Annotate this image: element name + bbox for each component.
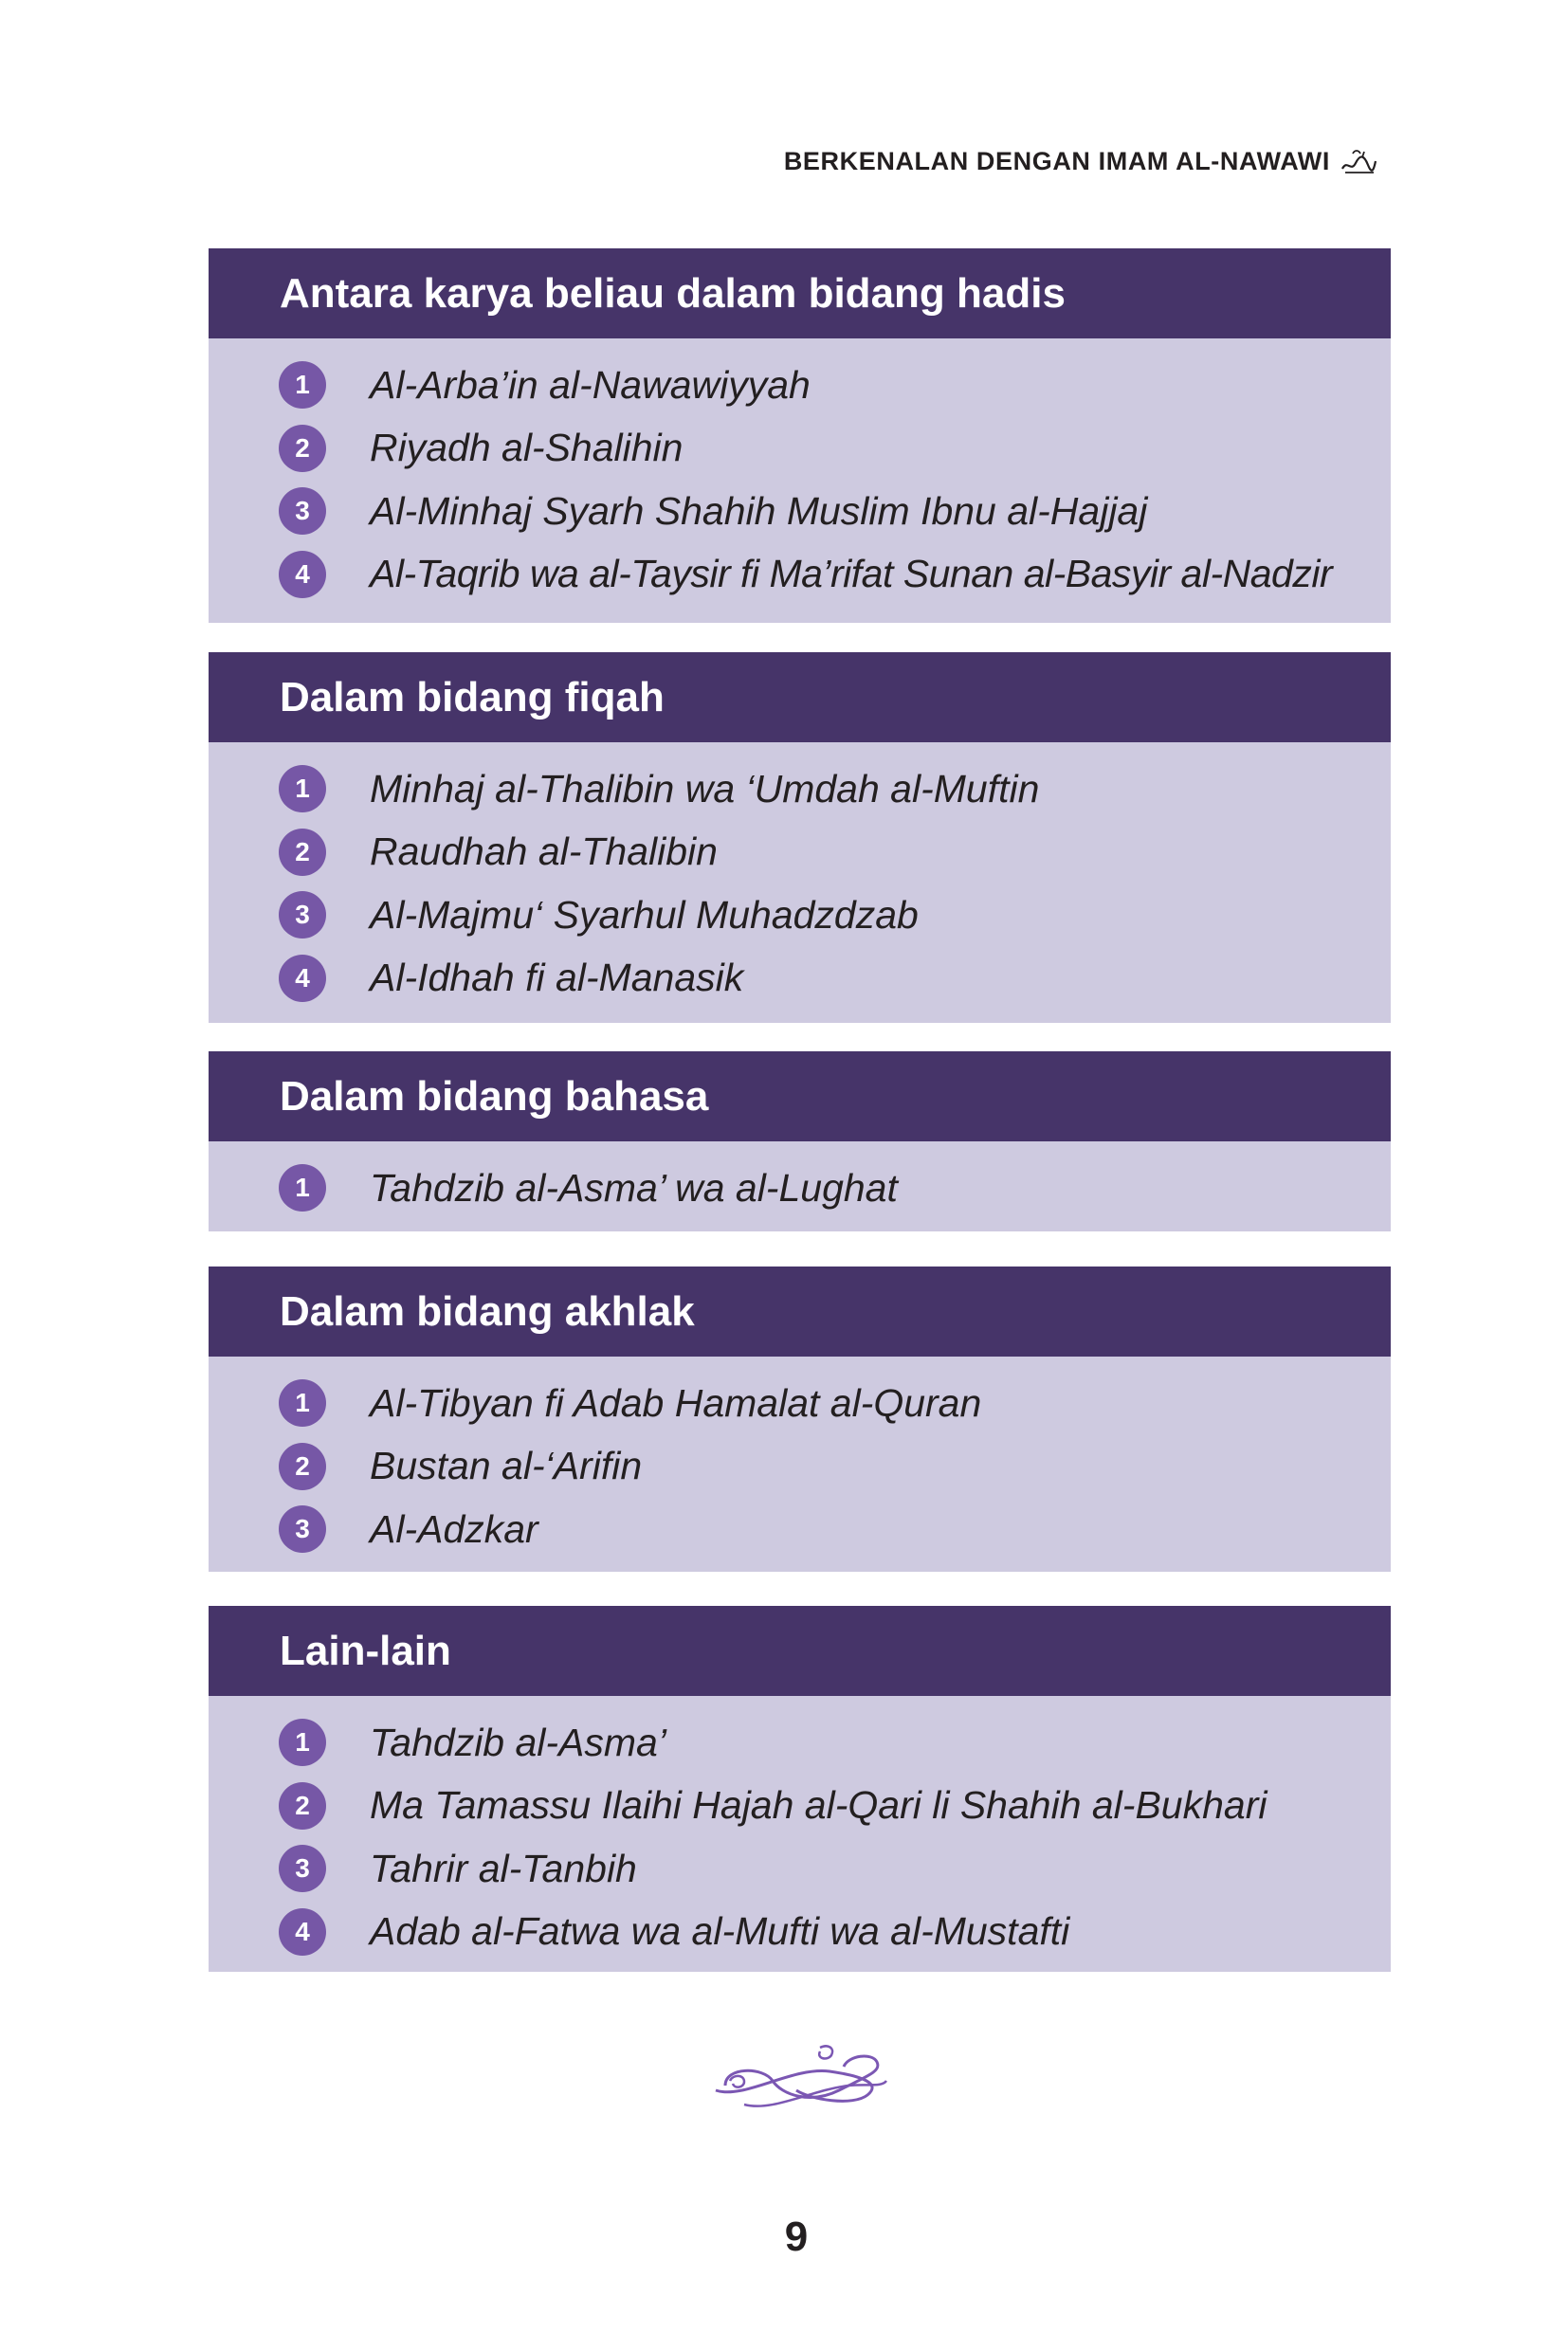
work-list: [209, 338, 1391, 606]
work-title: Al-Arba’in al-Nawawiyyah: [370, 362, 811, 407]
section-lain-lain: [209, 1606, 1391, 1972]
work-title: Al-Adzkar: [370, 1506, 538, 1551]
list-item: [209, 1775, 1391, 1838]
running-head-text: BERKENALAN DENGAN IMAM AL-NAWAWI: [783, 146, 1330, 175]
section-heading: Dalam bidang fiqah: [209, 652, 1391, 742]
number-badge: 1: [279, 1379, 326, 1427]
work-list: [209, 1357, 1391, 1561]
work-title: Al-Minhaj Syarh Shahih Muslim Ibnu al-Hajjaj: [370, 488, 1148, 533]
work-title: Bustan al-‘Arifin: [370, 1444, 643, 1488]
section-hadis: [209, 248, 1391, 623]
list-item: [209, 884, 1391, 947]
section-heading: Dalam bidang akhlak: [209, 1267, 1391, 1357]
work-title: Tahrir al-Tanbih: [370, 1846, 637, 1890]
section-fiqah: [209, 652, 1391, 1023]
work-title: Tahdzib al-Asma’ wa al-Lughat: [370, 1165, 898, 1210]
number-badge: 1: [279, 1164, 326, 1212]
list-item: [209, 1157, 1391, 1220]
number-badge: 4: [279, 955, 326, 1002]
section-akhlak: [209, 1267, 1391, 1572]
list-item: [209, 354, 1391, 417]
number-badge: 3: [279, 891, 326, 939]
number-badge: 2: [279, 1443, 326, 1490]
section-heading: Antara karya beliau dalam bidang hadis: [209, 248, 1391, 338]
section-heading: Lain-lain: [209, 1606, 1391, 1696]
work-title: Al-Tibyan fi Adab Hamalat al-Quran: [370, 1380, 982, 1425]
work-title: Minhaj al-Thalibin wa ‘Umdah al-Muftin: [370, 766, 1040, 811]
work-title: Al-Majmu‘ Syarhul Muhadzdzab: [370, 892, 919, 937]
list-item: [209, 1711, 1391, 1775]
list-item: [209, 543, 1391, 607]
list-item: [209, 417, 1391, 481]
number-badge: 2: [279, 829, 326, 876]
list-item: [209, 480, 1391, 543]
honorific-calligraphy-icon: [1340, 146, 1377, 176]
section-bahasa: [209, 1051, 1391, 1231]
page-number: 9: [784, 2214, 809, 2260]
work-title: Tahdzib al-Asma’: [370, 1720, 666, 1764]
list-item: [209, 821, 1391, 884]
flourish-ornament-icon: [706, 2038, 896, 2123]
number-badge: 1: [279, 765, 326, 812]
work-list: [209, 1141, 1391, 1220]
work-title: Al-Taqrib wa al-Taysir fi Ma’rifat Sunan al-Basyir al-Nadzir: [370, 552, 1333, 596]
section-heading: Dalam bidang bahasa: [209, 1051, 1391, 1141]
number-badge: 3: [279, 1845, 326, 1892]
number-badge: 4: [279, 1908, 326, 1956]
work-list: [209, 742, 1391, 1010]
work-title: Raudhah al-Thalibin: [370, 829, 718, 874]
work-list: [209, 1696, 1391, 1963]
list-item: [209, 1901, 1391, 1964]
list-item: [209, 757, 1391, 821]
number-badge: 1: [279, 361, 326, 409]
number-badge: 3: [279, 487, 326, 535]
running-head: [784, 146, 1377, 176]
number-badge: 3: [279, 1505, 326, 1553]
number-badge: 4: [279, 551, 326, 598]
list-item: [209, 1498, 1391, 1561]
number-badge: 2: [279, 425, 326, 472]
number-badge: 2: [279, 1782, 326, 1830]
work-title: Riyadh al-Shalihin: [370, 426, 684, 470]
list-item: [209, 1837, 1391, 1901]
work-title: Al-Idhah fi al-Manasik: [370, 956, 744, 1000]
list-item: [209, 1435, 1391, 1499]
list-item: [209, 947, 1391, 1011]
number-badge: 1: [279, 1719, 326, 1766]
work-title: Adab al-Fatwa wa al-Mufti wa al-Mustafti: [370, 1909, 1070, 1954]
list-item: [209, 1372, 1391, 1435]
work-title: Ma Tamassu Ilaihi Hajah al-Qari li Shahih al-Bukhari: [370, 1783, 1267, 1828]
